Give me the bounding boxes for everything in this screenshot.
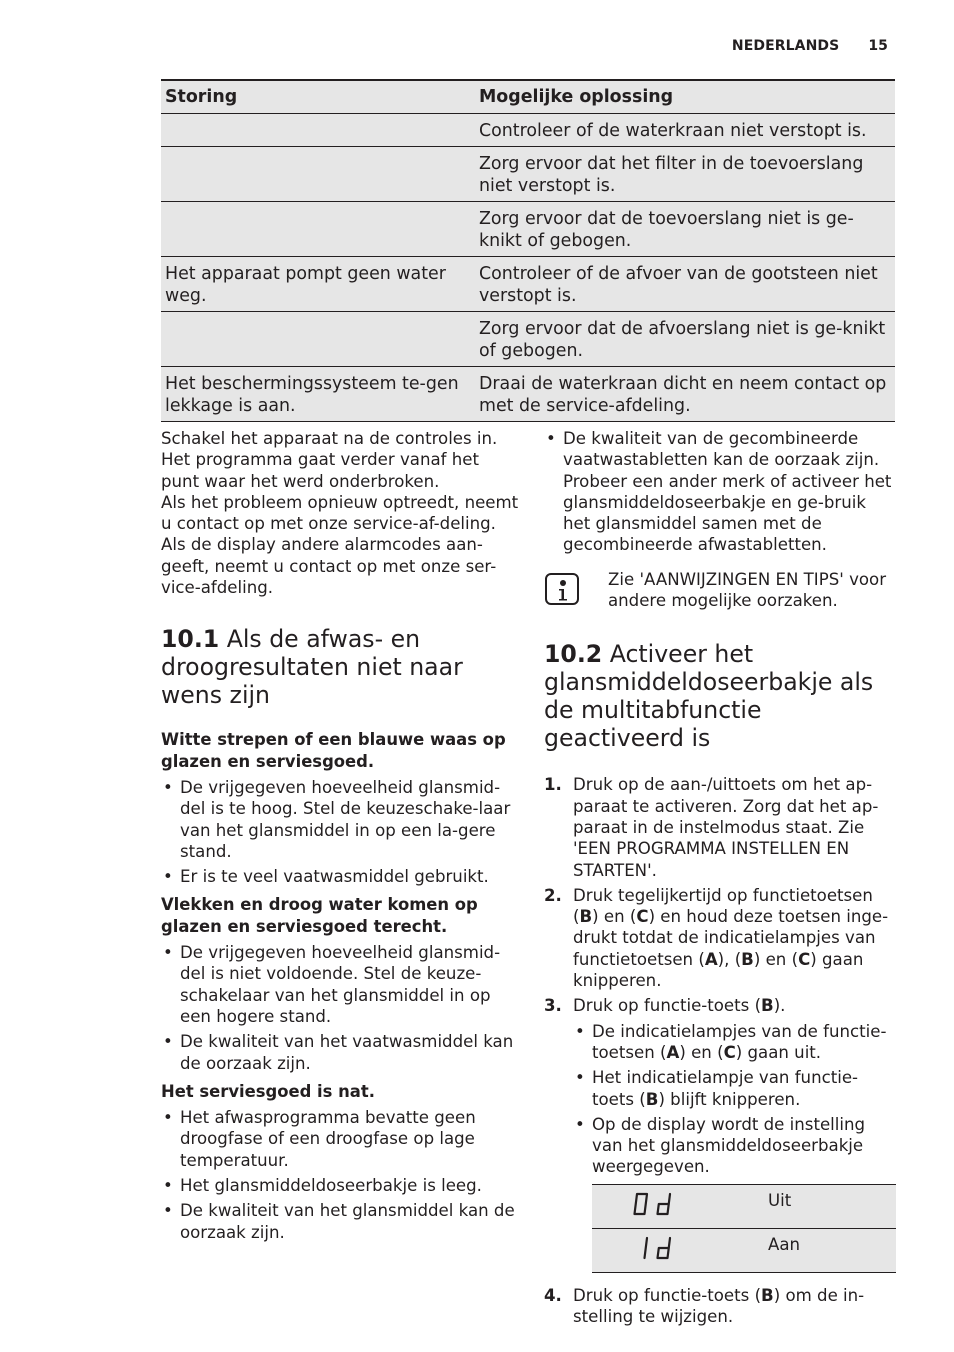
table-row	[161, 257, 895, 312]
display-symbol-cell	[592, 1228, 768, 1272]
item-text: De indicatielampjes van de functie-toetsen (	[592, 1021, 887, 1062]
steps-list	[544, 774, 896, 1327]
bullet-list	[161, 1107, 521, 1243]
key-label: B	[741, 949, 754, 969]
problem-cell	[161, 202, 475, 257]
section-heading-10-1	[161, 625, 521, 709]
list-item	[573, 1114, 896, 1178]
step-item	[544, 995, 896, 1272]
table-row	[161, 147, 895, 202]
info-text: Zie 'AANWIJZINGEN EN TIPS' voor andere mogelijke oorzaken.	[608, 569, 887, 611]
step-item	[544, 885, 896, 991]
display-symbol-cell	[592, 1184, 768, 1228]
step-text: ) en houd deze toetsen inge-drukt totdat de indicatielampjes van functietoetsen (	[573, 907, 889, 969]
step-number: 2.	[544, 885, 562, 905]
column-header-problem: Storing	[161, 80, 475, 114]
display-symbol-0d	[632, 1192, 672, 1216]
section-title: Als de afwas- en droogresultaten niet naar wens zijn	[161, 625, 463, 710]
item-text: ) blijft knipperen.	[658, 1089, 801, 1109]
key-label: C	[798, 949, 811, 969]
step-item	[544, 774, 896, 880]
intro-line: Schakel het apparaat na de controles in.	[161, 429, 498, 448]
subheading: Witte strepen of een blauwe waas op glazen en serviesgoed.	[161, 730, 506, 771]
step-text: ) en (	[592, 907, 637, 927]
list-item: • De kwaliteit van de gecombineerde vaatwastabletten kan de oorzaak zijn. Probeer een ander merk of activeer het glansmiddeldoseerbakje en ge-bruik het glansmiddel samen met de gecombineerde afwastabletten.	[544, 428, 896, 556]
problem-cell	[161, 114, 475, 147]
page-number: 15	[868, 38, 888, 54]
step-item	[544, 1285, 896, 1328]
list-item: • De kwaliteit van het glansmiddel kan de oorzaak zijn.	[161, 1200, 521, 1243]
intro-line: Het programma gaat verder vanaf het punt waar het werd onderbroken.	[161, 450, 479, 491]
section-number: 10.2	[544, 640, 603, 669]
section-heading-10-2	[544, 640, 896, 752]
step-text: ) gaan knipperen.	[573, 949, 864, 991]
step-text: ) en (	[753, 949, 799, 969]
key-label: B	[645, 1089, 659, 1109]
list-item	[573, 1067, 896, 1110]
key-label: C	[636, 907, 649, 927]
solution-cell: Draai de waterkraan dicht en neem contact op met de service-afdeling.	[475, 367, 895, 422]
item-text: ) en (	[679, 1042, 724, 1062]
step-number: 3.	[544, 996, 562, 1016]
list-item: • Er is te veel vaatwasmiddel gebruikt.	[161, 866, 521, 887]
table-row	[161, 114, 895, 147]
intro-paragraph	[161, 428, 521, 598]
key-label: B	[761, 996, 774, 1016]
problem-cell	[161, 312, 475, 367]
problem-cell: Het beschermingssysteem te-gen lekkage is aan.	[161, 367, 475, 422]
solution-cell: Zorg ervoor dat het filter in de toevoerslang niet verstopt is.	[475, 147, 895, 202]
bullet-list	[544, 428, 896, 556]
step-text: Druk op de aan-/uittoets om het ap-paraat te activeren. Zorg dat het ap-paraat in de instelmodus staat. Zie 'EEN PROGRAMMA INSTELLEN EN STARTEN'.	[573, 775, 879, 880]
sub-bullet-list	[573, 1021, 896, 1178]
key-label: A	[666, 1042, 680, 1062]
item-text: Op de display wordt de instelling van het glansmiddeldoseerbakje weergegeven.	[592, 1114, 866, 1177]
column-header-solution: Mogelijke oplossing	[475, 80, 895, 114]
display-settings-table	[592, 1184, 896, 1273]
solution-cell: Zorg ervoor dat de toevoerslang niet is ge-knikt of gebogen.	[475, 202, 895, 257]
display-symbol-1d	[632, 1236, 672, 1260]
key-label: A	[704, 949, 718, 969]
list-item: • De vrijgegeven hoeveelheid glansmid-del is te hoog. Stel de keuzeschake-laar van het glansmiddel in op een la-gere stand.	[161, 777, 521, 862]
list-item	[573, 1021, 896, 1064]
table-row	[161, 312, 895, 367]
table-header-row	[161, 80, 895, 114]
troubleshooting-table	[161, 79, 895, 422]
table-row	[161, 202, 895, 257]
item-text: ) gaan uit.	[735, 1042, 822, 1062]
key-label: B	[579, 907, 593, 927]
table-row	[161, 367, 895, 422]
right-column	[544, 428, 896, 1331]
step-text: ).	[773, 996, 786, 1016]
display-value-cell: Aan	[768, 1228, 896, 1272]
problem-cell	[161, 147, 475, 202]
key-label: C	[723, 1042, 736, 1062]
solution-cell: Controleer of de afvoer van de gootsteen niet verstopt is.	[475, 257, 895, 312]
item-text: Het indicatielampje van functie-toets (	[592, 1068, 859, 1109]
list-item: • Het glansmiddeldoseerbakje is leeg.	[161, 1175, 521, 1196]
info-note	[544, 569, 896, 612]
section-title: Activeer het glansmiddeldoseerbakje als de multitabfunctie geactiveerd is	[544, 640, 874, 753]
info-icon	[545, 573, 579, 605]
table-row	[592, 1228, 896, 1272]
subheading: Het serviesgoed is nat.	[161, 1081, 375, 1101]
list-item: • Het afwasprogramma bevatte geen droogfase of een droogfase op lage temperatuur.	[161, 1107, 521, 1171]
display-value-cell: Uit	[768, 1184, 896, 1228]
bullet-list	[161, 942, 521, 1074]
step-number: 4.	[544, 1285, 562, 1305]
step-text: Druk tegelijkertijd op functietoetsen (	[573, 885, 873, 927]
left-column	[161, 428, 521, 1247]
table-row	[592, 1184, 896, 1228]
key-label: B	[761, 1285, 774, 1305]
intro-line: Als het probleem opnieuw optreedt, neemt u contact op met onze service-af-deling.	[161, 492, 519, 534]
solution-cell: Controleer of de waterkraan niet verstopt is.	[475, 114, 895, 147]
solution-cell: Zorg ervoor dat de afvoerslang niet is ge-knikt of gebogen.	[475, 312, 895, 367]
list-item: • De vrijgegeven hoeveelheid glansmid-del is niet voldoende. Stel de keuze-schakelaar van het glansmiddel in op een hogere stand.	[161, 942, 521, 1027]
page-header	[732, 38, 888, 54]
step-text: Druk op functie-toets (	[573, 1285, 762, 1305]
bullet-list	[161, 777, 521, 887]
step-text: ) om de in-stelling te wijzigen.	[573, 1285, 865, 1327]
problem-cell: Het apparaat pompt geen water weg.	[161, 257, 475, 312]
step-number: 1.	[544, 775, 562, 795]
step-text: ), (	[717, 949, 742, 969]
section-number: 10.1	[161, 625, 220, 654]
list-item: • De kwaliteit van het vaatwasmiddel kan de oorzaak zijn.	[161, 1031, 521, 1074]
intro-line: Als de display andere alarmcodes aan-geeft, neemt u contact op met onze ser-vice-afdeling.	[161, 535, 497, 598]
subheading: Vlekken en droog water komen op glazen en serviesgoed terecht.	[161, 895, 478, 936]
header-language: NEDERLANDS	[731, 38, 840, 54]
step-text: Druk op functie-toets (	[573, 996, 762, 1016]
